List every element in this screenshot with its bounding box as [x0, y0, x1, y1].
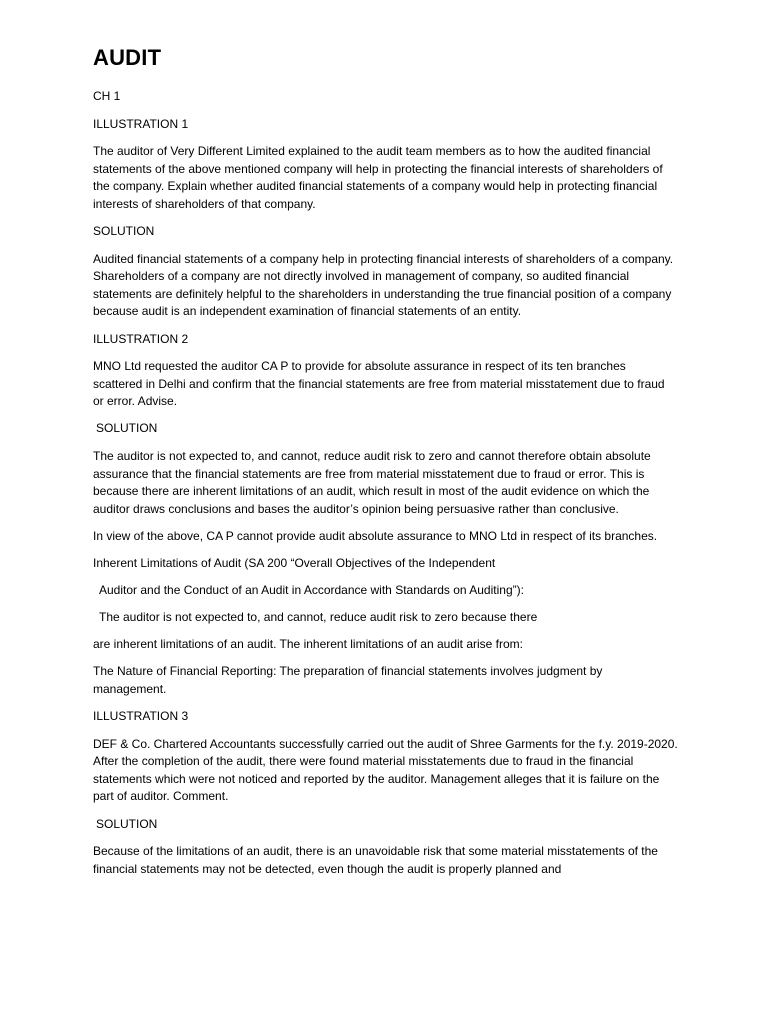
inherent-limitations-line-1: Inherent Limitations of Audit (SA 200 “Overall Objectives of the Independent	[93, 555, 496, 570]
nature-of-financial-reporting: The Nature of Financial Reporting: The preparation of financial statements involves judgment by management.	[93, 664, 603, 696]
illustration-3-text: DEF & Co. Chartered Accountants successfully carried out the audit of Shree Garments for the f.y. 2019-2020. After the completion of the audit, there were found material misstatements due to fraud in the financial statements which were not noticed and reported by the auditor. Management alleges that it is failure on the part of auditor. Comment.	[93, 736, 678, 804]
illustration-3-heading: ILLUSTRATION 3	[93, 709, 189, 724]
solution-2-heading: SOLUTION	[96, 421, 158, 436]
solution-1-text: Audited financial statements of a company help in protecting financial interests of shareholders of a company. Shareholders of a company are not directly involved in management of company, so audited financial statements are definitely helpful to the shareholders in understanding the true financial position of a company because audit is an independent examination of financial statements of an entity.	[93, 251, 674, 319]
chapter-heading: CH 1	[93, 89, 121, 103]
inherent-limitations-line-2: Auditor and the Conduct of an Audit in Accordance with Standards on Auditing”):	[99, 583, 524, 598]
illustration-2-text: MNO Ltd requested the auditor CA P to provide for absolute assurance in respect of its ten branches scattered in Delhi and confirm that the financial statements are free from material misstatement due to fraud or error. Advise.	[93, 359, 665, 409]
solution-3-heading: SOLUTION	[96, 816, 158, 831]
illustration-2-heading: ILLUSTRATION 2	[93, 331, 189, 346]
illustration-1-text: The auditor of Very Different Limited explained to the audit team members as to how the audited financial statements of the above mentioned company will help in protecting the financial interests of shareholders of the company. Explain whether audited financial statements of a company would help in protecting financial interests of shareholders of that company.	[93, 144, 663, 211]
solution-2-conclusion: In view of the above, CA P cannot provide audit absolute assurance to MNO Ltd in respect of its branches.	[93, 528, 658, 543]
inherent-limitations-line-3: The auditor is not expected to, and cannot, reduce audit risk to zero because there	[99, 610, 538, 625]
solution-3-text: Because of the limitations of an audit, there is an unavoidable risk that some material misstatements of the financial statements may not be detected, even though the audit is properly planned and	[93, 844, 658, 876]
document-title: AUDIT	[93, 45, 162, 70]
solution-2-text: The auditor is not expected to, and cannot, reduce audit risk to zero and cannot therefore obtain absolute assurance that the financial statements are free from material misstatement due to fraud or error. This is because there are inherent limitations of an audit, which result in most of the audit evidence on which the auditor draws conclusions and bases the auditor’s opinion being persuasive rather than conclusive.	[93, 449, 651, 516]
solution-1-heading: SOLUTION	[93, 224, 155, 239]
inherent-limitations-line-4: are inherent limitations of an audit. The inherent limitations of an audit arise from:	[93, 637, 524, 652]
illustration-1-heading: ILLUSTRATION 1	[93, 116, 189, 131]
